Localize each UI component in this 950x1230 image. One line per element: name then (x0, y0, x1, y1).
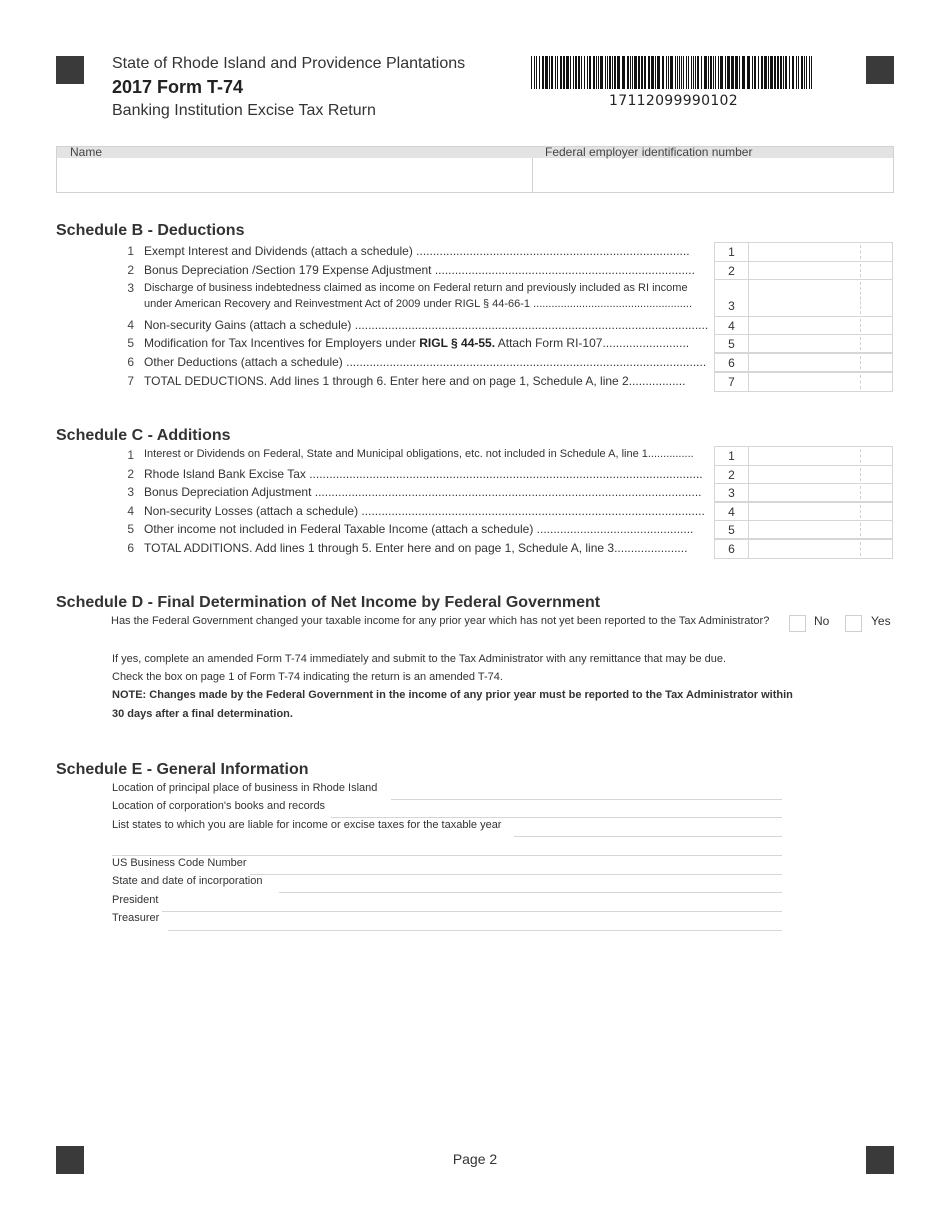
schedule-c-line-1-amount[interactable]: 1 (714, 446, 893, 466)
no-checkbox[interactable] (789, 615, 806, 632)
state-name: State of Rhode Island and Providence Plantations (112, 55, 466, 72)
schedule-b-line-5-amount[interactable]: 5 (714, 334, 893, 353)
schedule-b-line-4-amount[interactable]: 4 (714, 316, 893, 335)
barcode-bar (686, 56, 687, 89)
barcode-bar (677, 56, 678, 89)
form-subtitle: Banking Institution Excise Tax Return (112, 102, 376, 119)
liable-states-field-line-2[interactable] (112, 855, 782, 856)
liable-states-field[interactable] (514, 836, 782, 837)
president-label: President (112, 894, 159, 906)
incorporation-field[interactable] (279, 892, 782, 893)
barcode-bar (806, 56, 807, 89)
barcode-bar (691, 56, 692, 89)
barcode-bar (770, 56, 773, 89)
fein-field[interactable] (533, 158, 893, 193)
barcode-bar (589, 56, 591, 89)
barcode-bar (739, 56, 740, 89)
page-number: Page 2 (452, 1151, 498, 1167)
registration-mark-top-left (56, 56, 84, 84)
barcode-bar (605, 56, 606, 89)
schedule-c-line-5-amount[interactable]: 5 (714, 520, 893, 539)
barcode-bar (701, 56, 702, 89)
barcode-bar (566, 56, 569, 89)
barcode-bar (551, 56, 553, 89)
barcode-bar (792, 56, 794, 89)
barcode-bar (573, 56, 574, 89)
barcode-bar (634, 56, 637, 89)
form-title: 2017 Form T-74 (112, 77, 244, 97)
barcode-bar (545, 56, 548, 89)
barcode-bar (555, 56, 556, 89)
name-label: Name (70, 145, 103, 159)
registration-mark-top-right (866, 56, 894, 84)
barcode-bar (651, 56, 654, 89)
barcode-number: 17112099990102 (609, 93, 738, 109)
barcode-bar (752, 56, 753, 89)
schedule-b-line-6-amount[interactable]: 6 (714, 353, 893, 372)
barcode-bar (683, 56, 684, 89)
barcode-bar (727, 56, 730, 89)
barcode-bar (666, 56, 667, 89)
schedule-b-line-7-amount[interactable]: 7 (714, 372, 893, 392)
barcode-bar (539, 56, 540, 89)
barcode-bar (534, 56, 535, 89)
barcode-bar (617, 56, 620, 89)
barcode-bar (575, 56, 577, 89)
barcode-bar (641, 56, 643, 89)
schedule-c-line-2-amount[interactable]: 2 (714, 465, 893, 484)
barcode-bar (563, 56, 565, 89)
barcode-bar (747, 56, 750, 89)
schedule-d-question: Has the Federal Government changed your taxable income for any prior year which has not yet been reported to the Tax Administrator? (111, 615, 770, 627)
barcode-bar (587, 56, 588, 89)
schedule-b-title: Schedule B - Deductions (56, 222, 245, 239)
barcode-bar (704, 56, 707, 89)
barcode-bar (627, 56, 629, 89)
schedule-d-note-2: 30 days after a final determination. (112, 708, 293, 720)
schedule-c-line-6-amount[interactable]: 6 (714, 539, 893, 559)
schedule-e-title: Schedule E - General Information (56, 761, 309, 778)
barcode-bar (713, 56, 714, 89)
barcode-bar (596, 56, 597, 89)
barcode-bar (668, 56, 669, 89)
liable-states-label: List states to which you are liable for income or excise taxes for the taxable year (112, 819, 502, 831)
barcode-bar (708, 56, 709, 89)
schedule-c-line-4-amount[interactable]: 4 (714, 502, 893, 521)
barcode-bar (681, 56, 682, 89)
barcode-bar (715, 56, 716, 89)
treasurer-label: Treasurer (112, 912, 160, 924)
barcode-bar (670, 56, 673, 89)
barcode-bar (560, 56, 562, 89)
barcode-bar (742, 56, 745, 89)
barcode-bar (557, 56, 558, 89)
barcode-bar (598, 56, 599, 89)
barcode-bar (693, 56, 694, 89)
barcode-bar (780, 56, 782, 89)
principal-place-field[interactable] (391, 799, 782, 800)
barcode-bar (688, 56, 689, 89)
barcode-bar (777, 56, 779, 89)
barcode-bar (785, 56, 787, 89)
schedule-d-note-1: NOTE: Changes made by the Federal Government in the income of any prior year must be reported to the Tax Administrator within (112, 689, 793, 701)
barcode-bar (531, 56, 532, 89)
barcode-bar (600, 56, 603, 89)
barcode-bar (648, 56, 650, 89)
barcode-bar (735, 56, 738, 89)
barcode-bar (764, 56, 767, 89)
barcode-bar (710, 56, 712, 89)
barcode-bar (801, 56, 803, 89)
barcode-bar (789, 56, 790, 89)
schedule-c-title: Schedule C - Additions (56, 427, 231, 444)
barcode-bar (632, 56, 633, 89)
barcode-bar (697, 56, 699, 89)
barcode-bar (662, 56, 664, 89)
barcode-bar (593, 56, 595, 89)
barcode-bar (607, 56, 608, 89)
schedule-d-instruction-2: Check the box on page 1 of Form T-74 indicating the return is an amended T-74. (112, 671, 503, 683)
incorporation-label: State and date of incorporation (112, 875, 263, 887)
barcode-bar (809, 56, 810, 89)
barcode-bar (581, 56, 582, 89)
barcode-bar (570, 56, 571, 89)
barcode-bar (731, 56, 734, 89)
barcode-bar (679, 56, 680, 89)
barcode-bar (804, 56, 805, 89)
barcode-bar (630, 56, 631, 89)
barcode-bar (811, 56, 812, 89)
schedule-d-title: Schedule D - Final Determination of Net Income by Federal Government (56, 594, 601, 611)
barcode-bar (675, 56, 676, 89)
barcode-bar (622, 56, 625, 89)
schedule-b-line-1-amount[interactable]: 1 (714, 242, 893, 262)
principal-place-label: Location of principal place of business in Rhode Island (112, 782, 378, 794)
barcode-bar (655, 56, 656, 89)
schedule-b-line-2-amount[interactable]: 2 (714, 261, 893, 280)
barcode-bar (657, 56, 660, 89)
barcode-bar (783, 56, 784, 89)
barcode-bar (754, 56, 756, 89)
barcode-bar (609, 56, 611, 89)
barcode-bar (614, 56, 616, 89)
barcode-bar (584, 56, 585, 89)
barcode-bar (798, 56, 799, 89)
no-label: No (814, 614, 830, 628)
barcode-bar (578, 56, 580, 89)
yes-checkbox[interactable] (845, 615, 862, 632)
barcode-bar (725, 56, 726, 89)
fein-label: Federal employer identification number (545, 145, 753, 159)
barcode-bar (536, 56, 537, 89)
schedule-c-line-3-amount[interactable]: 3 (714, 483, 893, 502)
barcode-bar (542, 56, 544, 89)
barcode-bar (549, 56, 550, 89)
barcode-bar (695, 56, 696, 89)
barcode-bar (644, 56, 646, 89)
barcode-bar (768, 56, 769, 89)
schedule-b-line-3-amount[interactable]: 3 (714, 279, 893, 317)
taxpayer-id-section (56, 146, 894, 193)
president-field[interactable] (162, 911, 782, 912)
barcode (531, 56, 816, 89)
barcode-bar (720, 56, 723, 89)
barcode-bar (796, 56, 797, 89)
books-location-field[interactable] (331, 817, 782, 818)
barcode-bar (774, 56, 776, 89)
barcode-bar (638, 56, 640, 89)
business-code-field[interactable] (250, 874, 782, 875)
barcode-bar (758, 56, 759, 89)
yes-label: Yes (871, 614, 891, 628)
treasurer-field[interactable] (168, 930, 782, 931)
schedule-d-instruction-1: If yes, complete an amended Form T-74 immediately and submit to the Tax Administrator with any remittance that may be due. (112, 653, 727, 665)
name-field[interactable] (57, 158, 532, 193)
books-location-label: Location of corporation's books and records (112, 800, 326, 812)
barcode-bar (612, 56, 613, 89)
business-code-label: US Business Code Number (112, 857, 247, 869)
barcode-bar (761, 56, 763, 89)
barcode-bar (718, 56, 719, 89)
